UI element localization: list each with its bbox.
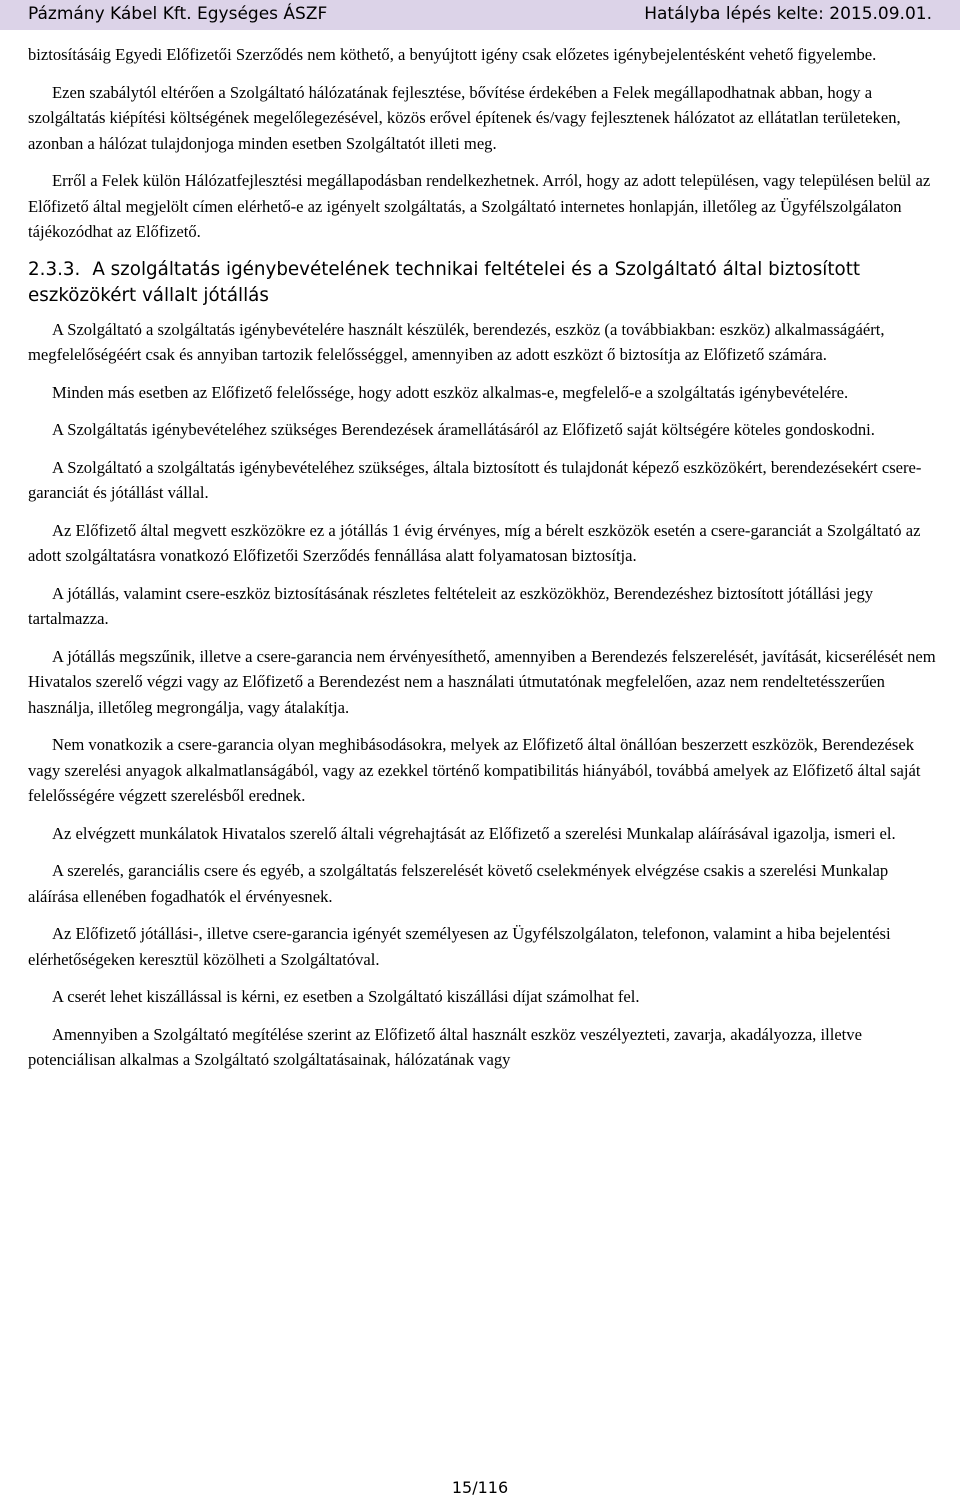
paragraph: A cserét lehet kiszállással is kérni, ez esetben a Szolgáltató kiszállási díjat számolhat fel. (52, 987, 640, 1006)
page-footer (0, 1478, 960, 1497)
paragraph: A Szolgáltató a szolgáltatás igénybevételéhez szükséges, általa biztosított és tulajdonát képező eszközökért, berendezésekért csere-garanciát és jótállást vállal. (28, 457, 922, 502)
paragraph: Amennyiben a Szolgáltató megítélése szerint az Előfizető által használt eszköz veszélyezteti, zavarja, akadályozza, illetve potenciálisan alkalmas a Szolgáltató szolgáltatásainak, hálózatának vagy (28, 1024, 862, 1069)
paragraph: Az Előfizető által megvett eszközökre ez a jótállás 1 évig érvényes, míg a bérelt eszközök esetén a csere-garanciát a Szolgáltató az adott szolgáltatásra vonatkozó Előfizetői Szerződés fennállása alatt folyamatosan biztosítja. (28, 520, 921, 565)
paragraph: biztosításáig Egyedi Előfizetői Szerződés nem köthető, a benyújtott igény csak előzetes igénybejelentésként vehető figyelembe. (28, 45, 877, 64)
page-number: 15/116 (451, 1478, 509, 1497)
paragraph: A Szolgáltatás igénybevételéhez szükséges Berendezések áramellátásáról az Előfizető saját költségére köteles gondoskodni. (52, 420, 875, 439)
section-title: A szolgáltatás igénybevételének technikai feltételei és a Szolgáltató által biztosított eszközökért vállalt jótállás (28, 258, 861, 306)
document-body (28, 42, 940, 1085)
effective-date: Hatályba lépés kelte: 2015.09.01. (644, 4, 932, 24)
paragraph: Az elvégzett munkálatok Hivatalos szerelő általi végrehajtását az Előfizető a szerelési Munkalap aláírásával igazolja, ismeri el. (52, 823, 896, 843)
document-title: Pázmány Kábel Kft. Egységes ÁSZF (28, 4, 328, 24)
paragraph: Az Előfizető jótállási-, illetve csere-garancia igényét személyesen az Ügyfélszolgálaton, telefonon, valamint a hiba bejelentési elérhetőségeken keresztül közölheti a Szolgáltatóval. (28, 924, 891, 969)
paragraph: Erről a Felek külön Hálózatfejlesztési megállapodásban rendelkezhetnek. Arról, hogy az adott településen, vagy településen belül az Előfizető által megjelölt címen elérhető-e az igényelt szolgáltatás, a Szolgáltató internetes honlapján, illetőleg az Ügyfélszolgálaton tájékozódhat az Előfizető. (28, 171, 931, 241)
page-header (0, 0, 960, 30)
paragraph: A Szolgáltató a szolgáltatás igénybevételére használt készülék, berendezés, eszköz (a továbbiakban: eszköz) alkalmasságáért, megfelelőségéért csak és annyiban tartozik felelősséggel, amennyiben az adott eszközt ő biztosítja az Előfizető számára. (28, 319, 885, 364)
paragraph: Ezen szabálytól eltérően a Szolgáltató hálózatának fejlesztése, bővítése érdekében a Felek megállapodhatnak abban, hogy a szolgáltatás kiépítési költségének megelőlegezésével, közös erővel építenek és/vagy fejlesztenek hálózatot az ellátatlan területeken, azonban a hálózat tulajdonjoga minden esetben Szolgáltatót illeti meg. (28, 82, 901, 153)
paragraph: A jótállás, valamint csere-eszköz biztosításának részletes feltételeit az eszközökhöz, Berendezéshez biztosított jótállási jegy tartalmazza. (28, 583, 874, 628)
paragraph: Minden más esetben az Előfizető felelőssége, hogy adott eszköz alkalmas-e, megfelelő-e a szolgáltatás igénybevételére. (52, 382, 849, 402)
section-number: 2.3.3. (28, 258, 81, 280)
paragraph: Nem vonatkozik a csere-garancia olyan meghibásodásokra, melyek az Előfizető által önállóan beszerzett eszközök, Berendezések vagy szerelési anyagok alkalmatlanságából, vagy az ezekkel történő kompatibilitás hiányából, továbbá amelyek az Előfizető által saját felelősségére végzett szerelésből erednek. (28, 735, 921, 805)
paragraph: A jótállás megszűnik, illetve a csere-garancia nem érvényesíthető, amennyiben a Berendezés felszerelését, javítását, kicserélését nem Hivatalos szerelő végzi vagy az Előfizető a Berendezést nem a használati útmutatónak megfelelően, azaz nem rendeltetésszerűen használja, illetőleg megrongálja, vagy átalakítja. (28, 646, 936, 717)
paragraph: A szerelés, garanciális csere és egyéb, a szolgáltatás felszerelését követő cselekmények elvégzése csakis a szerelési Munkalap aláírása ellenében fogadhatók el érvényesnek. (28, 861, 889, 906)
section-heading (28, 257, 940, 309)
